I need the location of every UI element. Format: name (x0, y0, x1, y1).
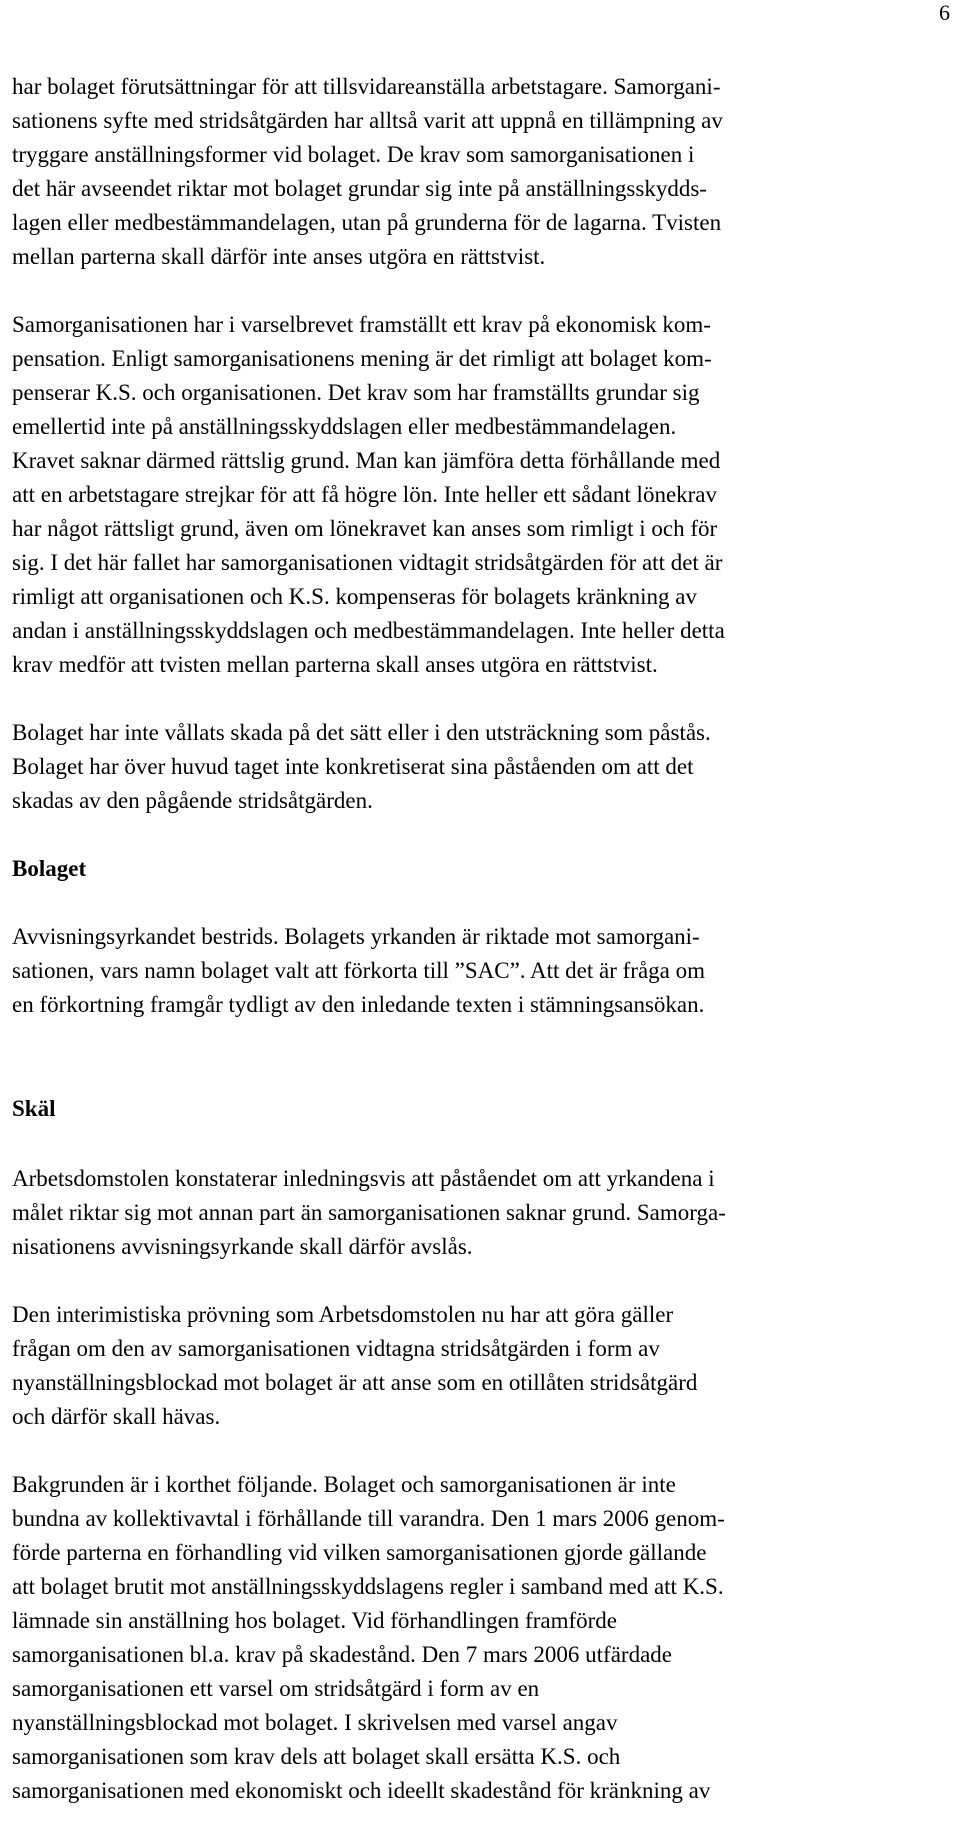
heading-skal: Skäl (12, 1096, 56, 1121)
paragraph-7: Bakgrunden är i korthet följande. Bolaget och samorganisationen är inte bundna av kollektivavtal i förhållande till varandra. Den 1 mars 2006 genom- förde parterna en förhandling vid vilken samorganisationen gjorde gällande att bolaget brutit mot anställningsskyddslagens regler i samband med att K.S. lämnade sin anställning hos bolaget. Vid förhandlingen framförde samorganisationen bl.a. krav på skadestånd. Den 7 mars 2006 utfärdade samorganisationen ett varsel om stridsåtgärd i form av en nyanställningsblockad mot bolaget. I skrivelsen med varsel angav samorganisationen som krav dels att bolaget skall ersätta K.S. och samorganisationen med ekonomiskt och ideellt skadestånd för kränkning av (12, 1472, 725, 1803)
paragraph-4: Avvisningsyrkandet bestrids. Bolagets yrkanden är riktade mot samorgani- sationen, vars namn bolaget valt att förkorta till ”SAC”. Att det är fråga om en förkortning framgår tydligt av den inledande texten i stämningsansökan. (12, 924, 705, 1017)
heading-bolaget: Bolaget (12, 856, 87, 881)
paragraph-6: Den interimistiska prövning som Arbetsdomstolen nu har att göra gäller frågan om den av samorganisationen vidtagna stridsåtgärden i form av nyanställningsblockad mot bolaget är att anse som en otillåten stridsåtgärd och därför skall hävas. (12, 1302, 698, 1429)
paragraph-3: Bolaget har inte vållats skada på det sätt eller i den utsträckning som påstås. Bolaget har över huvud taget inte konkretiserat sina påståenden om att det skadas av den pågående stridsåtgärden. (12, 720, 711, 813)
page-number: 6 (939, 0, 950, 25)
paragraph-5: Arbetsdomstolen konstaterar inledningsvis att påståendet om att yrkandena i målet riktar sig mot annan part än samorganisationen saknar grund. Samorga- nisationens avvisningsyrkande skall därför avslås. (12, 1166, 726, 1259)
paragraph-2: Samorganisationen har i varselbrevet framställt ett krav på ekonomisk kom- pensation. Enligt samorganisationens mening är det rimligt att bolaget kom- penserar K.S. och organisationen. Det krav som har framställts grundar sig emellertid inte på anställningsskyddslagen eller medbestämmandelagen. Kravet saknar därmed rättslig grund. Man kan jämföra detta förhållande med att en arbetstagare strejkar för att få högre lön. Inte heller ett sådant lönekrav har något rättsligt grund, även om lönekravet kan anses som rimligt i och för sig. I det här fallet har samorganisationen vidtagit stridsåtgärden för att det är rimligt att organisationen och K.S. kompenseras för bolagets kränkning av andan i anställningsskyddslagen och medbestämmandelagen. Inte heller detta krav medför att tvisten mellan parterna skall anses utgöra en rättstvist. (12, 312, 725, 677)
paragraph-1: har bolaget förutsättningar för att tillsvidareanställa arbetstagare. Samorgani- sationens syfte med stridsåtgärden har alltså varit att uppnå en tillämpning av tryggare anställningsformer vid bolaget. De krav som samorganisationen i det här avseendet riktar mot bolaget grundar sig inte på anställningsskydds- lagen eller medbestämmandelagen, utan på grunderna för de lagarna. Tvisten mellan parterna skall därför inte anses utgöra en rättstvist. (12, 74, 723, 269)
